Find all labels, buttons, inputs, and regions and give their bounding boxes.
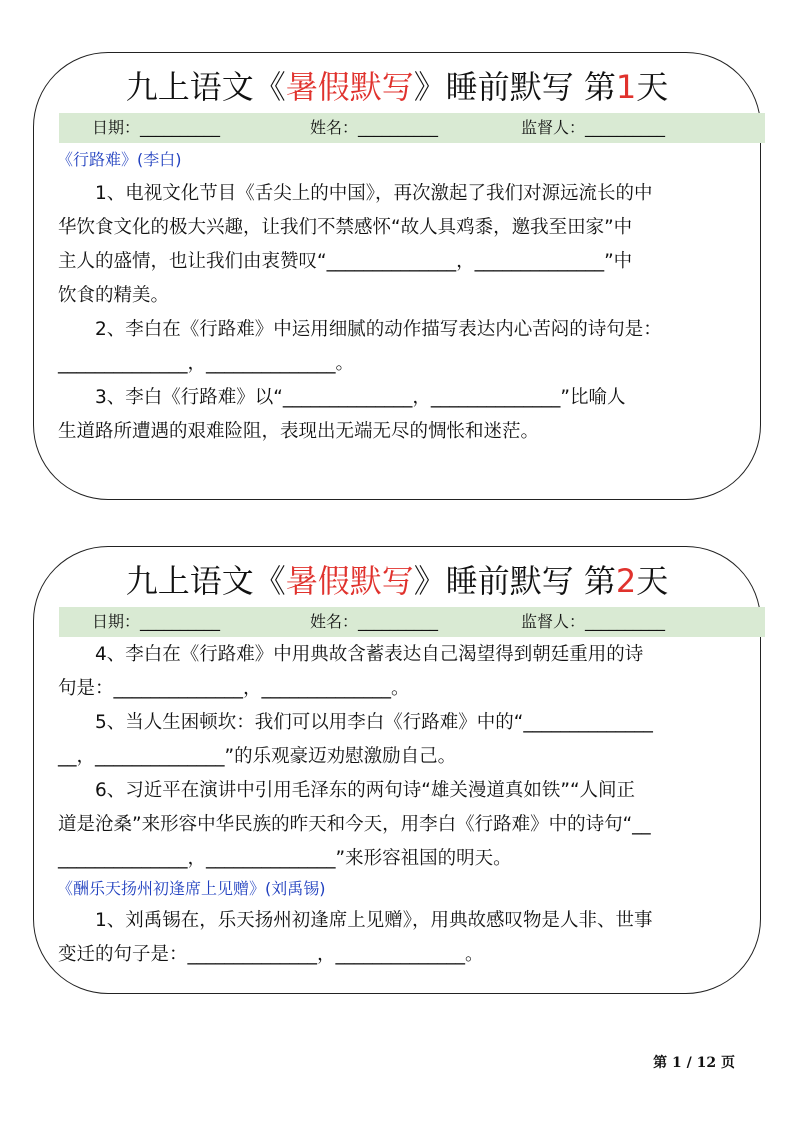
- day1-title: [34, 65, 760, 109]
- supervisor-field: 监督人：__________: [521, 118, 666, 137]
- question-line: 1、刘禹锡在，乐天扬州初逢席上见赠》，用典故感叹物是人非、世事: [58, 910, 653, 931]
- info-band: [59, 607, 765, 637]
- question-line: 道是沧桑”来形容中华民族的昨天和今天，用李白《行路难》中的诗句“__: [58, 814, 651, 835]
- day-number: 1: [615, 68, 637, 106]
- title-middle: 》睡前默写 第: [413, 562, 616, 600]
- day1-card: [33, 52, 761, 500]
- question-line: __，______________”的乐观豪迈劝慰激励自己。: [58, 746, 457, 767]
- name-field: 姓名：__________: [310, 118, 439, 137]
- question-line: 1、电视文化节目《舌尖上的中国》，再次激起了我们对源远流长的中: [58, 183, 653, 204]
- question-line: ______________，______________”来形容祖国的明天。: [58, 848, 512, 869]
- title-middle: 》睡前默写 第: [413, 68, 616, 106]
- question-line: 4、李白在《行路难》中用典故含蓄表达自己渴望得到朝廷重用的诗: [58, 644, 644, 665]
- question-line: 主人的盛情，也让我们由衷赞叹“______________，______________”中: [58, 251, 633, 272]
- page-number: 第 1 / 12 页: [653, 1055, 735, 1071]
- section-heading: 《行路难》(李白): [57, 150, 182, 169]
- question-line: 6、习近平在演讲中引用毛泽东的两句诗“雄关漫道真如铁”“人间正: [58, 780, 636, 801]
- question-line: 变迁的句子是：______________，______________。: [58, 944, 484, 965]
- info-band: [59, 113, 765, 143]
- question-line: 生道路所遭遇的艰难险阻，表现出无端无尽的惆怅和迷茫。: [58, 421, 540, 442]
- title-highlight: 暑假默写: [285, 68, 414, 106]
- question-line: 3、李白《行路难》以“______________，______________”比喻人: [58, 387, 626, 408]
- title-suffix: 天: [636, 562, 669, 600]
- question-line: 句是：______________，______________。: [58, 678, 410, 699]
- date-field: 日期：__________: [92, 612, 221, 631]
- name-field: 姓名：__________: [310, 612, 439, 631]
- title-prefix: 九上语文《: [125, 562, 286, 600]
- question-line: ______________，______________。: [58, 353, 355, 374]
- question-line: 华饮食文化的极大兴趣，让我们不禁感怀“故人具鸡黍，邀我至田家”中: [58, 217, 633, 238]
- day2-card: [33, 546, 761, 994]
- day-number: 2: [615, 562, 637, 600]
- title-prefix: 九上语文《: [125, 68, 286, 106]
- date-field: 日期：__________: [92, 118, 221, 137]
- title-highlight: 暑假默写: [285, 562, 414, 600]
- question-line: 2、李白在《行路难》中运用细腻的动作描写表达内心苦闷的诗句是：: [58, 319, 662, 340]
- title-suffix: 天: [636, 68, 669, 106]
- question-line: 5、当人生困顿坎：我们可以用李白《行路难》中的“______________: [58, 712, 653, 733]
- question-line: 饮食的精美。: [58, 285, 170, 306]
- supervisor-field: 监督人：__________: [521, 612, 666, 631]
- section-heading: 《酬乐天扬州初逢席上见赠》(刘禹锡): [57, 879, 326, 898]
- day2-title: [34, 559, 760, 603]
